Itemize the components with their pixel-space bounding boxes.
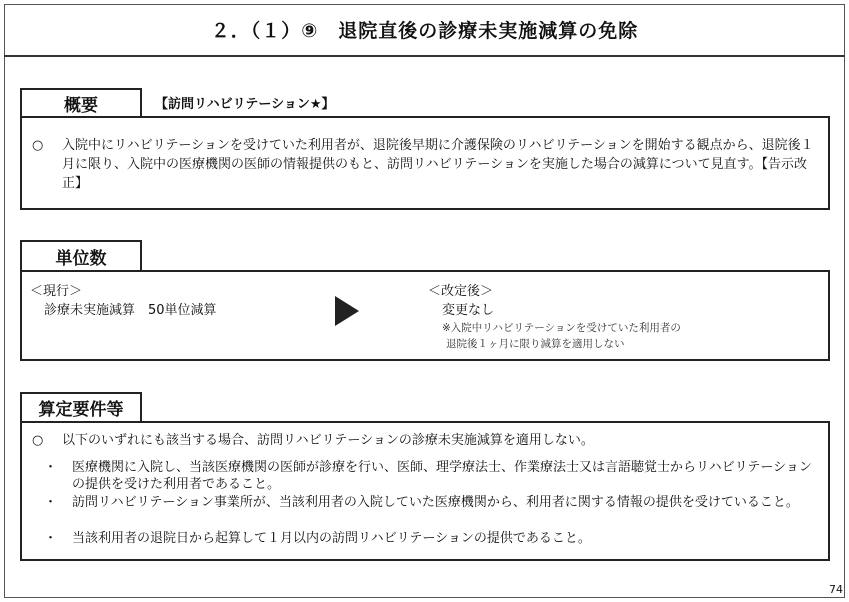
slide-title: ２．（１）⑨ 退院直後の診療未実施減算の免除 [4, 4, 845, 57]
bullet-dot: ・ [44, 460, 58, 475]
circle-bullet-icon: ○ [32, 433, 44, 448]
revised-note-line1: ※入院中リハビリテーションを受けていた利用者の [442, 322, 681, 334]
current-heading: ＜現行＞ [30, 284, 83, 299]
arrow-right-icon [335, 296, 359, 326]
revised-value: 変更なし [442, 303, 495, 318]
requirement-text: 医療機関に入院し、当該医療機関の医師が診療を行い、医師、理学療法士、作業療法士又は言語聴覚士からリハビリテーションの提供を受けた利用者であること。 [72, 460, 812, 492]
units-box [20, 270, 830, 361]
service-tag: 【訪問リハビリテーション★】 [155, 97, 335, 112]
overview-box [20, 116, 830, 210]
current-value: 診療未実施減算 50単位減算 [44, 303, 217, 318]
overview-text: 入院中にリハビリテーションを受けていた利用者が、退院後早期に介護保険のリハビリテーションを開始する観点から、退院後１月に限り、入院中の医療機関の医師の情報提供のもと、訪問リハビリテーションを実施した場合の減算について見直す。【告示改正】 [62, 138, 814, 191]
requirements-box [20, 421, 830, 561]
requirement-text: 訪問リハビリテーション事業所が、当該利用者の入院していた医療機関から、利用者に関する情報の提供を受けていること。 [72, 495, 799, 510]
revised-note-line2: 退院後１ヶ月に限り減算を適用しない [446, 338, 625, 350]
circle-bullet-icon: ○ [32, 138, 44, 153]
units-tab: 単位数 [20, 240, 142, 270]
bullet-dot: ・ [44, 495, 58, 510]
revised-heading: ＜改定後＞ [428, 284, 494, 299]
overview-tab: 概要 [20, 88, 142, 116]
bullet-dot: ・ [44, 531, 58, 546]
requirements-intro-text: 以下のいずれにも該当する場合、訪問リハビリテーションの診療未実施減算を適用しない。 [62, 433, 594, 448]
requirement-text: 当該利用者の退院日から起算して１月以内の訪問リハビリテーションの提供であること。 [72, 531, 591, 546]
page-number: 74 [829, 583, 843, 596]
requirements-tab: 算定要件等 [20, 392, 142, 421]
